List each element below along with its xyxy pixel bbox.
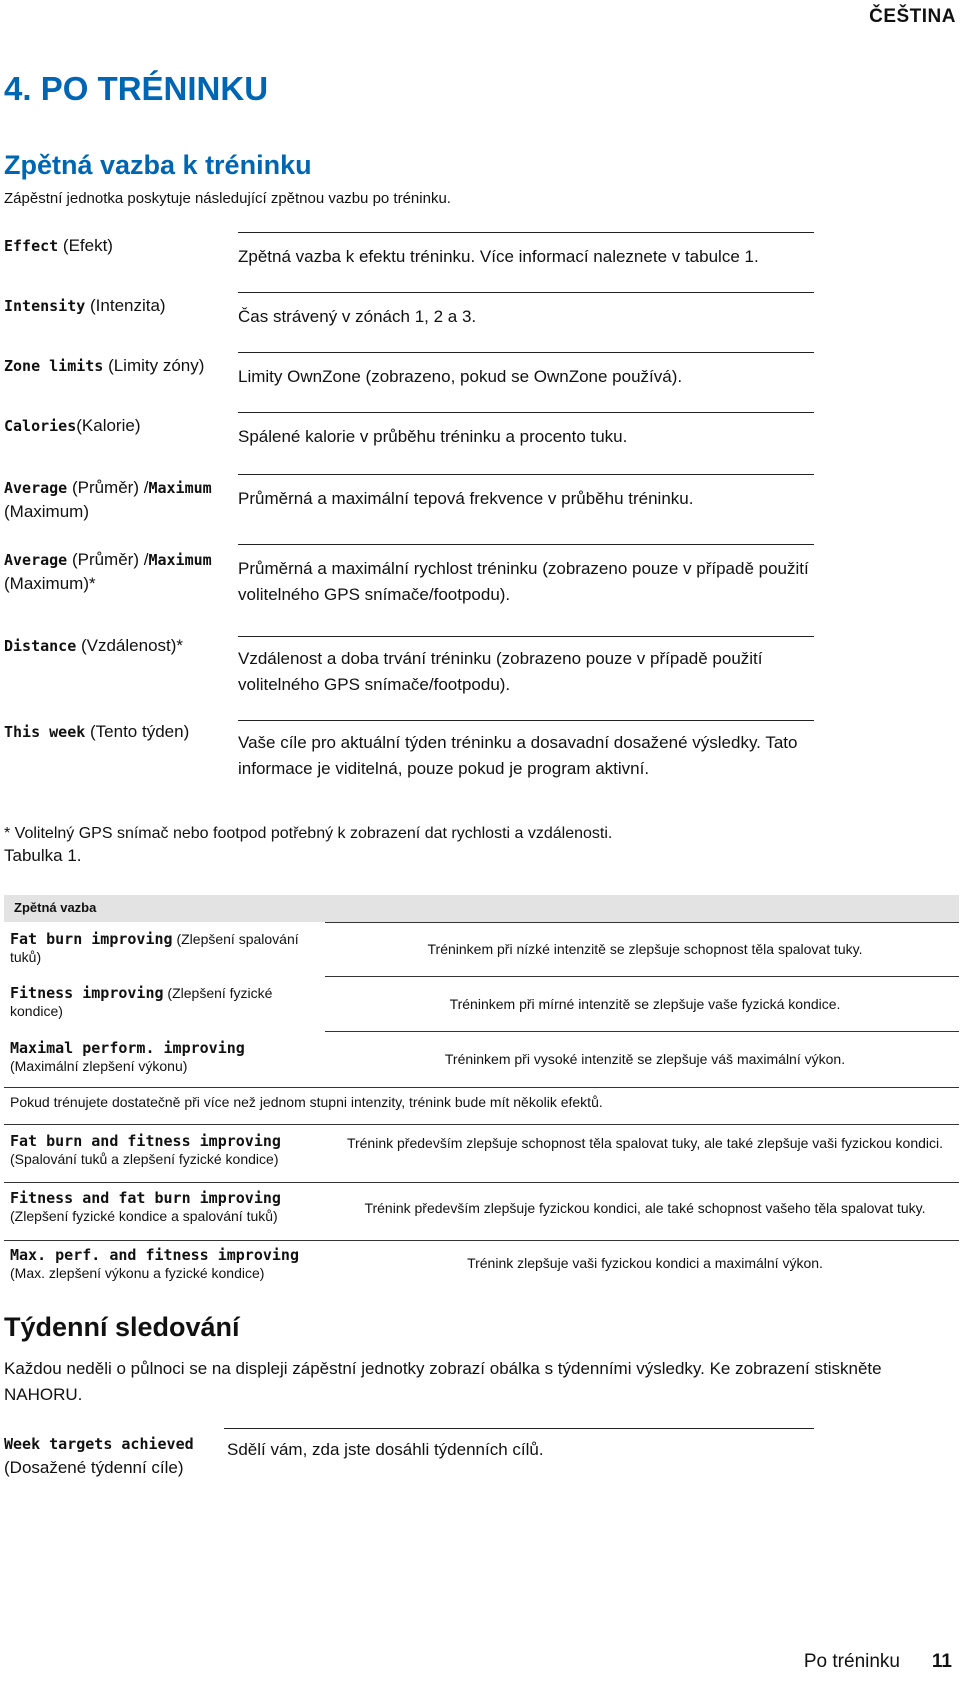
feature-label-distance [4, 634, 236, 658]
label-text: (Intenzita) [85, 296, 166, 315]
weekly-desc: Sdělí vám, zda jste dosáhli týdenních cílů. [227, 1440, 544, 1459]
lcd-text: Calories [4, 417, 77, 435]
label-text: (Tento týden) [85, 722, 190, 741]
divider [238, 292, 814, 293]
lcd-text: This week [4, 723, 86, 741]
feature-desc-average-hr: Průměrná a maximální tepová frekvence v průběhu tréninku. [238, 489, 694, 508]
table-line [4, 1182, 959, 1183]
lcd-text: Fitness and fat burn improving [10, 1189, 281, 1207]
table-line [325, 1031, 959, 1032]
divider [224, 1428, 814, 1429]
lcd-text: Zone limits [4, 357, 104, 375]
lcd-text: Average [4, 551, 68, 569]
table-line [325, 976, 959, 977]
table-row-desc: Tréninkem při mírné intenzitě se zlepšuje vaše fyzická kondice. [449, 996, 841, 1012]
table-row-desc: Tréninkem při vysoké intenzitě se zlepšuje váš maximální výkon. [444, 1051, 846, 1067]
lcd-text: Average [4, 479, 68, 497]
table-note: Pokud trénujete dostatečně při více než jednom stupni intenzity, trénink bude mít několik efektů. [10, 1094, 603, 1110]
label-text: (Maximum)* [4, 574, 96, 593]
feature-desc-intensity: Čas strávený v zónách 1, 2 a 3. [238, 307, 477, 326]
table-row-desc: Trénink zlepšuje vaši fyzickou kondici a maximální výkon. [467, 1255, 823, 1271]
label-text: (Zlepšení fyzické kondice a spalování tuků) [10, 1208, 278, 1224]
label-text: (Vzdálenost)* [76, 636, 184, 655]
feature-label-calories [4, 414, 236, 438]
feedback-heading: Zpětná vazba k tréninku [4, 150, 312, 180]
divider [238, 720, 814, 721]
lcd-text: Fitness improving [10, 984, 164, 1002]
divider [238, 544, 814, 545]
label-text: (Dosažené týdenní cíle) [4, 1458, 184, 1477]
feature-label-intensity [4, 294, 236, 318]
table-row-label [10, 1132, 330, 1168]
divider [238, 352, 814, 353]
table-row-label [10, 984, 310, 1020]
table-row-label [10, 1189, 330, 1225]
table-row-desc: Trénink především zlepšuje schopnost těla spalovat tuky, ale také zlepšuje vaši fyzickou kondici. [346, 1135, 944, 1151]
lcd-text: Week targets achieved [4, 1435, 194, 1453]
feature-label-this-week [4, 720, 236, 744]
table-line [325, 922, 959, 923]
footnote: * Volitelný GPS snímač nebo footpod potřebný k zobrazení dat rychlosti a vzdálenosti. [4, 825, 613, 842]
label-text: (Kalorie) [76, 416, 141, 435]
label-text: (Maximum) [4, 502, 89, 521]
language-label: ČEŠTINA [869, 6, 956, 27]
divider [238, 232, 814, 233]
feature-desc-average-speed: Průměrná a maximální rychlost tréninku (zobrazeno pouze v případě použití volitelného GPS snímače/footpodu). [238, 559, 809, 604]
label-text: (Max. zlepšení výkonu a fyzické kondice) [10, 1265, 265, 1281]
table-row-label [10, 1246, 330, 1282]
label-text: (Maximální zlepšení výkonu) [10, 1058, 188, 1074]
divider [238, 412, 814, 413]
feature-label-zone-limits [4, 354, 236, 378]
label-text: (Zlepšení fyzické kondice) [10, 985, 273, 1019]
feedback-intro: Zápěstní jednotka poskytuje následující zpětnou vazbu po tréninku. [4, 190, 451, 207]
feature-desc-zone-limits: Limity OwnZone (zobrazeno, pokud se OwnZone používá). [238, 367, 683, 386]
feature-desc-distance: Vzdálenost a doba trvání tréninku (zobrazeno pouze v případě použití volitelného GPS snímače/footpodu). [238, 649, 763, 694]
divider [238, 636, 814, 637]
weekly-heading: Týdenní sledování [4, 1312, 240, 1342]
weekly-label [4, 1432, 219, 1480]
table-row-desc: Tréninkem při nízké intenzitě se zlepšuje schopnost těla spalovat tuky. [427, 941, 863, 957]
table-row-label [10, 930, 310, 966]
section-title: 4. PO TRÉNINKU [4, 70, 269, 107]
feature-desc-this-week: Vaše cíle pro aktuální týden tréninku a dosavadní dosažené výsledky. Tato informace je viditelná, pouze pokud je program aktivní. [238, 733, 798, 778]
table-row-desc: Trénink především zlepšuje fyzickou kondici, ale také schopnost vašeho těla spalovat tuky. [364, 1200, 926, 1216]
feature-label-average-hr [4, 476, 236, 524]
lcd-text: Fat burn improving [10, 930, 173, 948]
table-row-label [10, 1039, 310, 1075]
feature-label-average-speed [4, 548, 236, 596]
table-line [4, 1240, 959, 1241]
label-text: (Průměr) / [67, 550, 149, 569]
lcd-text: Maximum [148, 479, 212, 497]
label-text: (Limity zóny) [103, 356, 205, 375]
lcd-text: Effect [4, 237, 59, 255]
lcd-text: Maximal perform. improving [10, 1039, 245, 1057]
label-text: (Zlepšení spalování tuků) [10, 931, 299, 965]
lcd-text: Distance [4, 637, 77, 655]
weekly-paragraph: Každou neděli o půlnoci se na displeji zápěstní jednotky zobrazí obálka s týdenními výsledky. Ke zobrazení stiskněte NAHORU. [4, 1359, 882, 1404]
lcd-text: Fat burn and fitness improving [10, 1132, 281, 1150]
table-line [4, 1087, 959, 1088]
table-line [4, 1124, 959, 1125]
label-text: (Efekt) [58, 236, 113, 255]
feature-desc-calories: Spálené kalorie v průběhu tréninku a procento tuku. [238, 427, 628, 446]
lcd-text: Intensity [4, 297, 86, 315]
footer-section-label: Po tréninku [803, 1651, 900, 1672]
label-text: (Spalování tuků a zlepšení fyzické kondice) [10, 1151, 279, 1167]
divider [238, 474, 814, 475]
table-header-label: Zpětná vazba [14, 900, 97, 915]
lcd-text: Maximum [148, 551, 212, 569]
feature-desc-effect: Zpětná vazba k efektu tréninku. Více informací naleznete v tabulce 1. [238, 247, 759, 266]
table-caption: Tabulka 1. [4, 846, 82, 865]
lcd-text: Max. perf. and fitness improving [10, 1246, 299, 1264]
table-header [4, 895, 959, 922]
page-number: 11 [931, 1651, 952, 1672]
label-text: (Průměr) / [67, 478, 149, 497]
feature-label-effect [4, 234, 236, 258]
